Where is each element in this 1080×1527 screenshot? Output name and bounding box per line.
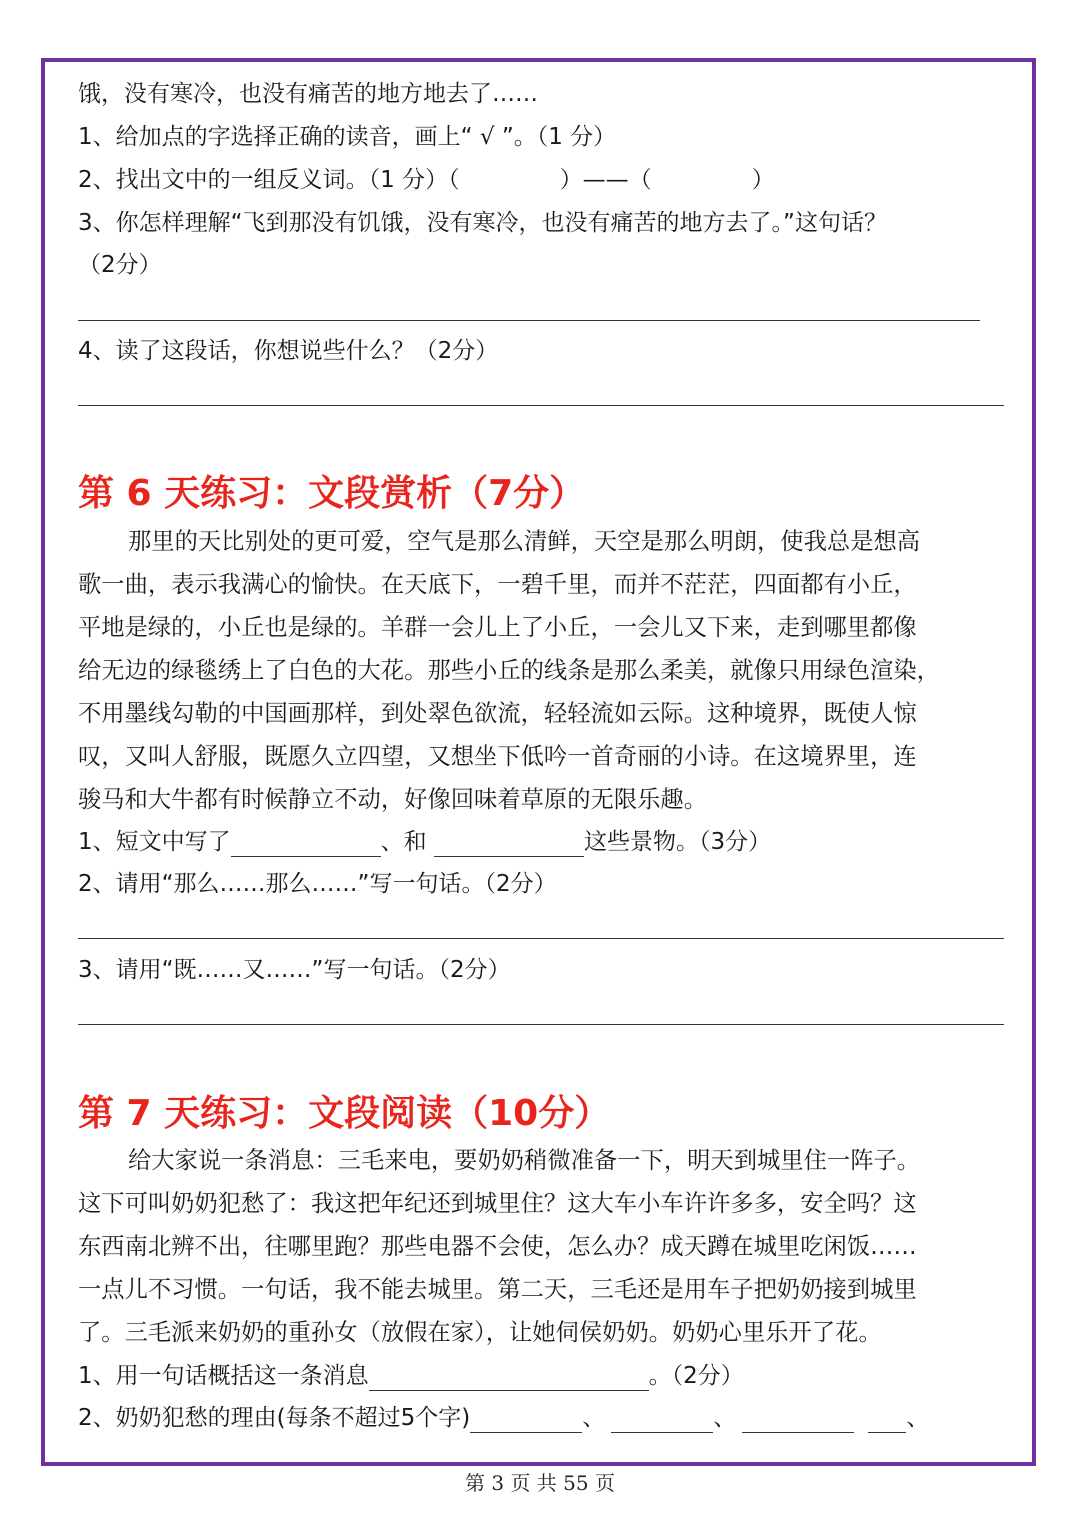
day6-question-2: 2、请用“那么……那么……”写一句话。（2分） [78, 871, 557, 897]
day6-q1-mid: 、和 [380, 829, 434, 855]
answer-blank[interactable] [369, 1366, 649, 1391]
day7-q1-prefix: 1、用一句话概括这一条消息 [78, 1363, 369, 1389]
passage-line: 这下可叫奶奶犯愁了：我这把年纪还到城里住？这大车小车许许多多，安全吗？这 [78, 1190, 917, 1217]
answer-line[interactable] [78, 320, 980, 321]
answer-line[interactable] [78, 938, 1004, 939]
day6-question-3: 3、请用“既……又……”写一句话。（2分） [78, 957, 511, 983]
separator: 、 [713, 1405, 737, 1431]
day7-question-1 [78, 1361, 744, 1391]
day7-q1-suffix: 。（2分） [648, 1363, 744, 1389]
top-question-3-score: （2分） [78, 252, 162, 278]
answer-line[interactable] [78, 405, 1004, 406]
passage-line: 了。三毛派来奶奶的重孙女（放假在家），让她伺侯奶奶。奶奶心里乐开了花。 [78, 1319, 882, 1346]
answer-blank[interactable] [231, 832, 381, 857]
page-number: 第 3 页 共 55 页 [465, 1471, 615, 1495]
q2-prefix: 2、找出文中的一组反义词。（1 分）（ [78, 167, 460, 193]
day7-question-2 [78, 1403, 929, 1433]
day7-heading: 第 7 天练习：文段阅读（10分） [78, 1093, 611, 1134]
day6-q1-prefix: 1、短文中写了 [78, 829, 231, 855]
top-question-3: 3、你怎样理解“飞到那没有饥饿，没有寒冷，也没有痛苦的地方去了。”这句话？ [78, 210, 887, 236]
passage-line: 东西南北辨不出，往哪里跑？那些电器不会使，怎么办？成天蹲在城里吃闲饭…… [78, 1233, 917, 1260]
top-question-4: 4、读了这段话，你想说些什么？（2分） [78, 338, 499, 364]
day7-passage [78, 1139, 1008, 1354]
passage-line: 给大家说一条消息：三毛来电，要奶奶稍微准备一下，明天到城里住一阵子。 [128, 1147, 921, 1174]
top-question-1: 1、给加点的字选择正确的读音，画上“ √ ”。（1 分） [78, 124, 617, 150]
day6-q1-suffix: 这些景物。（3分） [583, 829, 772, 855]
passage-line: 那里的天比别处的更可爱，空气是那么清鲜，天空是那么明朗，使我总是想高 [128, 528, 921, 555]
separator: 、 [906, 1405, 930, 1431]
answer-blank[interactable] [742, 1408, 854, 1433]
answer-blank[interactable] [470, 1408, 582, 1433]
passage-line: 不用墨线勾勒的中国画那样，到处翠色欲流，轻轻流如云际。这种境界，既使人惊 [78, 700, 917, 727]
day6-heading: 第 6 天练习：文段赏析（7分） [78, 473, 586, 514]
passage-line: 平地是绿的，小丘也是绿的。羊群一会儿上了小丘，一会儿又下来，走到哪里都像 [78, 614, 917, 641]
passage-line: 一点儿不习惯。一句话，我不能去城里。第二天，三毛还是用车子把奶奶接到城里 [78, 1276, 917, 1303]
passage-line: 歌一曲，表示我满心的愉快。在天底下，一碧千里，而并不茫茫，四面都有小丘， [78, 571, 917, 598]
q2-suffix: ） [751, 167, 775, 193]
day6-passage [78, 520, 1008, 821]
day6-question-1 [78, 827, 771, 857]
passage-line: 叹，又叫人舒服，既愿久立四望，又想坐下低吟一首奇丽的小诗。在这境界里，连 [78, 743, 917, 770]
answer-line[interactable] [78, 1024, 1004, 1025]
answer-blank[interactable] [868, 1408, 906, 1433]
separator: 、 [582, 1405, 606, 1431]
passage-line: 给无边的绿毯绣上了白色的大花。那些小丘的线条是那么柔美，就像只用绿色渲染， [78, 657, 940, 684]
top-question-2 [78, 165, 775, 195]
q2-mid: ）——（ [559, 167, 652, 193]
answer-blank[interactable] [611, 1408, 713, 1433]
day7-q2-prefix: 2、奶奶犯愁的理由(每条不超过5个字) [78, 1405, 471, 1431]
passage-end: 饿，没有寒冷，也没有痛苦的地方地去了…… [78, 81, 538, 107]
answer-blank[interactable] [434, 832, 584, 857]
passage-line: 骏马和大牛都有时候静立不动，好像回味着草原的无限乐趣。 [78, 786, 708, 813]
